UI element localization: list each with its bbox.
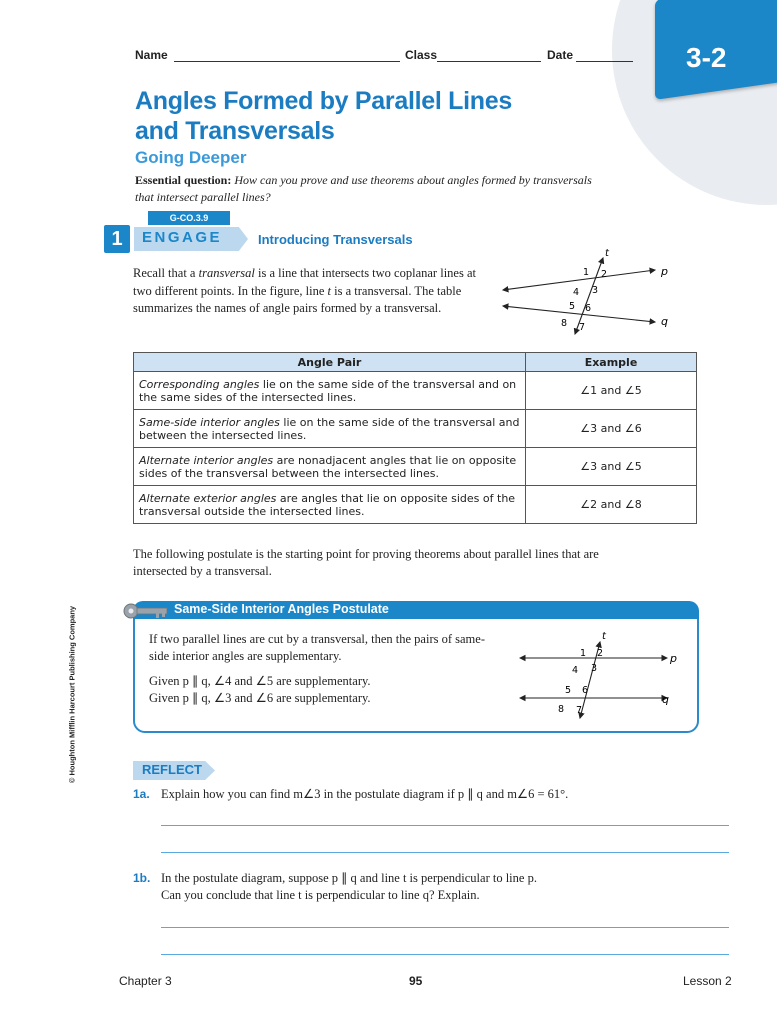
question-1b-line-1: In the postulate diagram, suppose p ∥ q and line t is perpendicular to line p. (161, 871, 537, 885)
angle-1-label: 1 (583, 267, 590, 278)
angle-pair-term: Alternate exterior angles (139, 491, 277, 505)
title-line-2: and Transversals (135, 117, 335, 145)
table-row (134, 410, 697, 448)
postulate-statement: If two parallel lines are cut by a transversal, then the pairs of same-side interior angles are supplementary. (149, 632, 485, 663)
angle-pair-text: are angles that lie on opposite sides of the transversal outside the intersected lines. (139, 491, 516, 518)
page-title (135, 86, 512, 146)
table-row (134, 448, 697, 486)
class-field[interactable] (437, 61, 541, 62)
engage-title: Introducing Transversals (258, 232, 413, 247)
answer-line-1a-1[interactable] (161, 825, 729, 826)
label-p: p (670, 652, 677, 665)
label-q: q (661, 315, 668, 328)
angle-pair-example: ∠3 and ∠6 (526, 410, 697, 448)
date-label: Date (547, 48, 574, 62)
angle-5-label: 5 (565, 685, 572, 696)
label-p: p (661, 265, 668, 278)
angle-1-label: 1 (580, 648, 587, 659)
side-copyright: © Houghton Mifflin Harcourt Publishing Company (67, 605, 77, 784)
postulate-figure (512, 628, 692, 720)
engage-number: 1 (104, 225, 130, 253)
angle-pair-description (134, 486, 526, 524)
intro-text: is a transversal. The table summarizes the names of angle pairs formed by a transversal. (133, 283, 462, 315)
angle-pair-text: are nonadjacent angles that lie on opposite sides of the transversal between the intersected lines. (139, 453, 517, 480)
key-icon (122, 602, 174, 620)
angle-pair-description (134, 372, 526, 410)
angle-pair-text: lie on the same side of the transversal and between the intersected lines. (139, 415, 520, 442)
column-header: Angle Pair (134, 353, 526, 372)
angle-7-label: 7 (576, 705, 583, 716)
transversal-figure (495, 244, 685, 336)
postulate-intro: The following postulate is the starting point for proving theorems about parallel lines that are intersected by a transversal. (133, 547, 599, 578)
question-1a-text: Explain how you can find m∠3 in the postulate diagram if p ∥ q and m∠6 = 61°. (161, 787, 569, 801)
question-1b-text (161, 870, 537, 904)
footer-lesson: Lesson 2 (683, 974, 732, 988)
angle-pair-description (134, 410, 526, 448)
name-field[interactable] (174, 61, 400, 62)
question-1a-number: 1a. (133, 787, 150, 801)
postulate-given-1: Given p ∥ q, ∠4 and ∠5 are supplementary. (149, 674, 371, 688)
standard-tag: G-CO.3.9 (148, 211, 230, 225)
intro-text: is a line that intersects two coplanar lines at two different points. In the figure, line (133, 266, 476, 298)
table-row (134, 372, 697, 410)
intro-text: Recall that a (133, 266, 199, 280)
essential-question (135, 172, 605, 206)
question-1b-number: 1b. (133, 871, 151, 885)
angle-6-label: 6 (585, 303, 592, 314)
table-row (134, 486, 697, 524)
postulate-title: Same-Side Interior Angles Postulate (174, 602, 389, 616)
angle-pair-table (133, 352, 697, 524)
angle-2-label: 2 (597, 648, 604, 659)
angle-pair-term: Same-side interior angles (139, 415, 280, 429)
angle-pair-example: ∠3 and ∠5 (526, 448, 697, 486)
answer-line-1b-2[interactable] (161, 954, 729, 955)
name-label: Name (135, 48, 168, 62)
intro-var: t (327, 283, 331, 298)
footer-chapter: Chapter 3 (119, 974, 172, 988)
table-header-row (134, 353, 697, 372)
angle-pair-text: lie on the same side of the transversal and on the same sides of the intersected lines. (139, 377, 517, 404)
question-1b-line-2: Can you conclude that line t is perpendicular to line q? Explain. (161, 888, 480, 902)
angle-4-label: 4 (573, 287, 580, 298)
postulate-text (149, 631, 489, 707)
angle-pair-example: ∠1 and ∠5 (526, 372, 697, 410)
essential-text: How can you prove and use theorems about angles formed by transversals that intersect parallel lines? (135, 173, 592, 204)
label-t: t (602, 631, 606, 642)
angle-4-label: 4 (572, 665, 579, 676)
intro-paragraph (133, 265, 493, 318)
answer-line-1b-1[interactable] (161, 927, 729, 928)
angle-3-label: 3 (591, 663, 598, 674)
angle-8-label: 8 (558, 704, 565, 715)
footer-page-number: 95 (409, 974, 423, 988)
lesson-number: 3-2 (686, 42, 727, 73)
column-header: Example (526, 353, 697, 372)
angle-2-label: 2 (601, 269, 608, 280)
title-line-1: Angles Formed by Parallel Lines (135, 87, 512, 115)
label-t: t (605, 248, 609, 259)
angle-3-label: 3 (592, 285, 599, 296)
intro-term: transversal (198, 266, 255, 280)
angle-7-label: 7 (579, 322, 586, 333)
page-subtitle: Going Deeper (135, 148, 247, 167)
angle-pair-term: Corresponding angles (139, 377, 260, 391)
reflect-label: REFLECT (142, 762, 202, 777)
postulate-given-2: Given p ∥ q, ∠3 and ∠6 are supplementary. (149, 691, 371, 705)
angle-6-label: 6 (582, 685, 589, 696)
class-label: Class (405, 48, 438, 62)
angle-8-label: 8 (561, 318, 568, 329)
angle-pair-term: Alternate interior angles (139, 453, 274, 467)
label-q: q (662, 693, 669, 706)
date-field[interactable] (576, 61, 633, 62)
essential-label: Essential question: (135, 173, 232, 187)
engage-label: ENGAGE (142, 229, 223, 246)
angle-pair-description (134, 448, 526, 486)
line-q (503, 306, 655, 322)
angle-pair-example: ∠2 and ∠8 (526, 486, 697, 524)
answer-line-1a-2[interactable] (161, 852, 729, 853)
angle-5-label: 5 (569, 301, 576, 312)
